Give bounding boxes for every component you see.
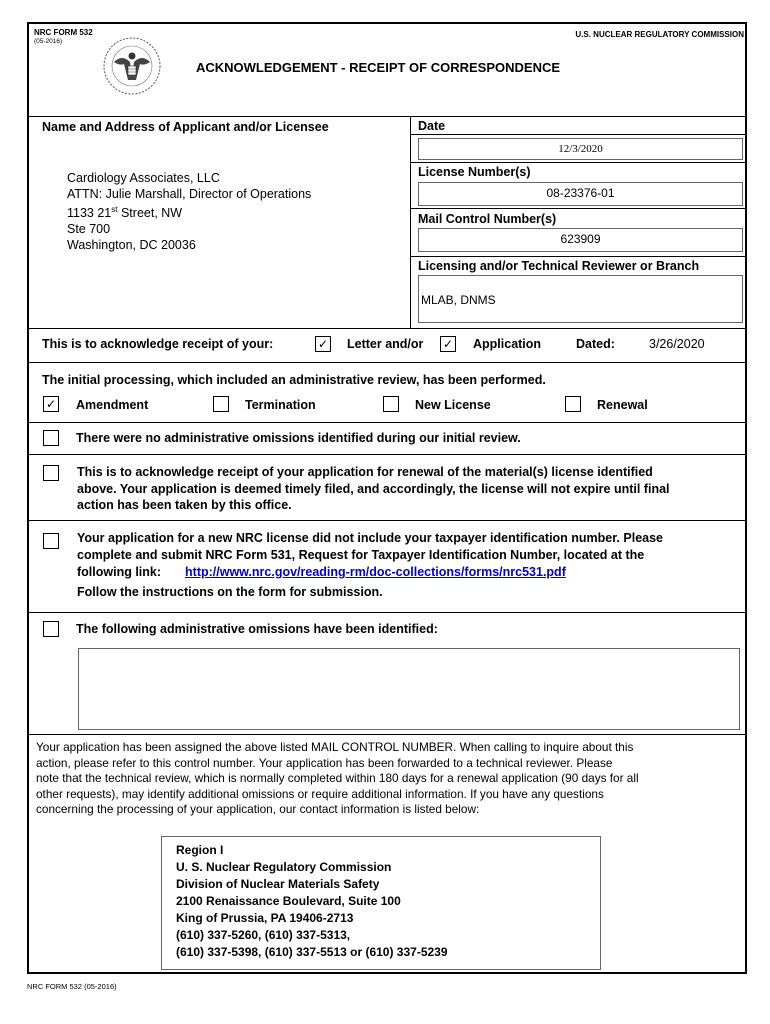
nrc531-link[interactable]: http://www.nrc.gov/reading-rm/doc-collections/forms/nrc531.pdf [185,565,566,579]
termination-label: Termination [245,398,316,412]
section-rule-5 [27,520,747,521]
license-label: License Number(s) [418,165,531,179]
mail-control-field[interactable]: 623909 [418,228,743,252]
applicant-address [67,170,311,253]
reviewer-field[interactable]: MLAB, DNMS [418,275,743,323]
renewal-ack-text: This is to acknowledge receipt of your application for renewal of the material(s) license identified above. Your application is deemed timely filed, and accordingly, the license will not expire until final action has been taken by this office. [77,465,670,512]
application-checkbox[interactable]: ✓ [440,336,456,352]
receipt-prefix: This is to acknowledge receipt of your: [42,337,274,351]
omissions-identified-text: The following administrative omissions have been identified: [76,622,438,636]
mail-control-label: Mail Control Number(s) [418,212,557,226]
section-rule-7 [27,734,747,735]
no-omissions-checkbox[interactable] [43,430,59,446]
footer-form-ref: NRC FORM 532 (05-2016) [27,982,117,991]
nrc-seal-icon [100,36,164,96]
amendment-checkbox[interactable]: ✓ [43,396,59,412]
applicant-attn: ATTN: Julie Marshall, Director of Operations [67,187,312,201]
contact-info: Region I U. S. Nuclear Regulatory Commission Division of Nuclear Materials Safety 2100 Renaissance Boulevard, Suite 100 King of Prussia, PA 19406-2713 (610) 337-5260, (610) 337-5313, (610) 337-5398, (610) 337-5513 or (610) 337-5239 [176,843,448,959]
renewal-ack-checkbox[interactable] [43,465,59,481]
applicant-suite: Ste 700 [67,222,111,237]
reviewer-label: Licensing and/or Technical Reviewer or Branch [418,259,700,273]
agency-name: U.S. NUCLEAR REGULATORY COMMISSION [575,30,744,39]
header-divider [27,116,747,117]
form-number: NRC FORM 532 [34,28,93,37]
mail-bottom-rule [410,256,747,257]
omissions-identified-checkbox[interactable] [43,621,59,637]
taxpayer-text: Your application for a new NRC license did not include your taxpayer identification number. Please complete and submit NRC Form 531, Request for Taxpayer Identification Number, located at the following link: http://www.nrc.gov/reading-rm/doc-collections/forms/nrc531.pdf Follow the instructions on the form for submission. [77,531,663,599]
date-bottom-rule [410,162,747,163]
date-rule [410,134,747,135]
termination-checkbox[interactable] [213,396,229,412]
applicant-street: 1133 21st Street, NW [67,205,183,221]
section-rule-6 [27,612,747,613]
letter-checkbox[interactable]: ✓ [315,336,331,352]
new-license-label: New License [415,398,491,412]
processing-heading: The initial processing, which included an administrative review, has been performed. [42,373,546,387]
date-label: Date [418,119,446,133]
section-rule-2 [27,362,747,363]
renewal-label: Renewal [597,398,648,412]
dated-value[interactable]: 3/26/2020 [649,337,705,351]
application-label: Application [473,337,542,351]
new-license-checkbox[interactable] [383,396,399,412]
renewal-checkbox[interactable] [565,396,581,412]
assignment-paragraph: Your application has been assigned the above listed MAIL CONTROL NUMBER. When calling to inquire about this action, please refer to this control number. Your application has been forwarded to a technical reviewer. Please note that the technical review, which is normally completed within 180 days for a renewal application (90 days for all other requests), may identify additional omissions or require additional information. If you have any questions concerning the processing of your application, our contact information is listed below: [36,740,639,816]
license-bottom-rule [410,208,747,209]
section-rule-3 [27,422,747,423]
no-omissions-text: There were no administrative omissions identified during our initial review. [76,431,521,445]
form-title: ACKNOWLEDGEMENT - RECEIPT OF CORRESPONDENCE [196,60,561,75]
taxpayer-checkbox[interactable] [43,533,59,549]
form-date: (05-2016) [34,38,63,45]
section-rule-4 [27,454,747,455]
applicant-label: Name and Address of Applicant and/or Licensee [42,120,329,134]
section-rule-1 [27,328,747,329]
letter-label: Letter and/or [347,337,424,351]
applicant-name: Cardiology Associates, LLC [67,171,220,185]
column-divider [410,116,411,328]
license-field[interactable]: 08-23376-01 [418,182,743,206]
amendment-label: Amendment [76,398,149,412]
dated-label: Dated: [576,337,615,351]
date-field[interactable]: 12/3/2020 [418,138,743,160]
applicant-city: Washington, DC 20036 [67,238,196,253]
omissions-textarea[interactable] [78,648,740,730]
